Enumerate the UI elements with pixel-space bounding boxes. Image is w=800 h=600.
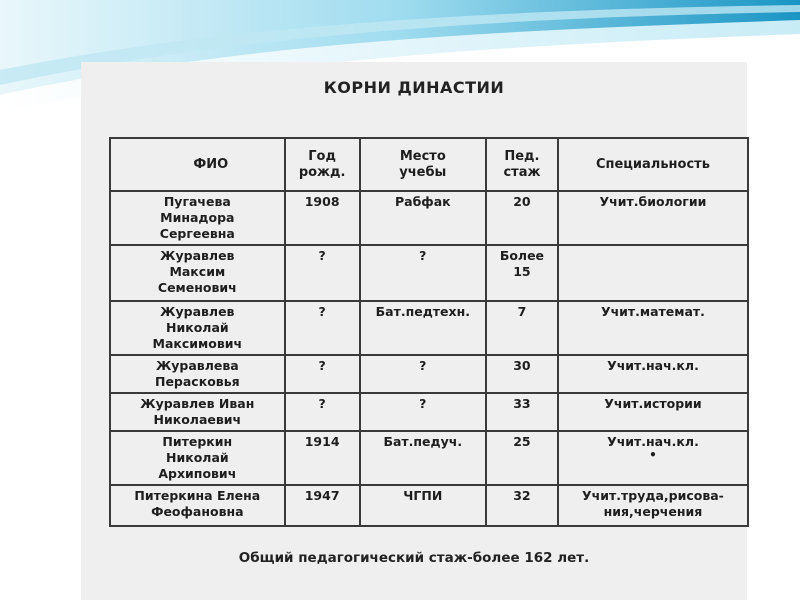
table-row: [110, 245, 748, 301]
cell-specialty: Учит.труда,рисова- ния,черчения: [558, 485, 748, 526]
table-row: [110, 355, 748, 393]
summary-text: Общий педагогический стаж-более 162 лет.: [238, 550, 590, 566]
document-title: КОРНИ ДИНАСТИИ: [323, 78, 505, 97]
cell-fio: Журавлева Перасковья: [110, 355, 285, 393]
cell-specialty: Учит.биологии: [558, 191, 748, 245]
cell-place-of-study: ?: [360, 355, 486, 393]
cell-birth-year: ?: [285, 355, 360, 393]
cell-experience: 32: [486, 485, 558, 526]
cell-birth-year: 1908: [285, 191, 360, 245]
dynasty-table: [109, 137, 749, 527]
cell-fio: Питеркин Николай Архипович: [110, 431, 285, 485]
cell-fio: Журавлев Николай Максимович: [110, 301, 285, 355]
cell-birth-year: 1947: [285, 485, 360, 526]
cell-place-of-study: Бат.педтехн.: [360, 301, 486, 355]
header-experience: Пед. стаж: [486, 138, 558, 191]
cell-fio: Журавлев Максим Семенович: [110, 245, 285, 301]
cell-fio: Журавлев Иван Николаевич: [110, 393, 285, 431]
cell-experience: 30: [486, 355, 558, 393]
table-header-row: [110, 138, 748, 191]
cell-experience: 20: [486, 191, 558, 245]
cell-experience: 25: [486, 431, 558, 485]
cell-place-of-study: ЧГПИ: [360, 485, 486, 526]
table-row: [110, 393, 748, 431]
cell-birth-year: ?: [285, 301, 360, 355]
cell-experience: 33: [486, 393, 558, 431]
header-fio: ФИО: [110, 138, 285, 191]
cell-place-of-study: ?: [360, 393, 486, 431]
table-row: [110, 485, 748, 526]
cell-birth-year: 1914: [285, 431, 360, 485]
cell-specialty: Учит.математ.: [558, 301, 748, 355]
cell-experience: 7: [486, 301, 558, 355]
cell-fio: Питеркина Елена Феофановна: [110, 485, 285, 526]
header-specialty: Специальность: [558, 138, 748, 191]
cell-specialty: [558, 245, 748, 301]
scanned-document: [81, 62, 747, 600]
header-place-of-study: Место учебы: [360, 138, 486, 191]
table-row: [110, 431, 748, 485]
cell-fio: Пугачева Минадора Сергеевна: [110, 191, 285, 245]
cell-place-of-study: ?: [360, 245, 486, 301]
cell-specialty: Учит.истории: [558, 393, 748, 431]
header-birth-year: Год рожд.: [285, 138, 360, 191]
cell-birth-year: ?: [285, 245, 360, 301]
cell-specialty: Учит.нач.кл.: [558, 355, 748, 393]
table-row: [110, 301, 748, 355]
cell-place-of-study: Бат.педуч.: [360, 431, 486, 485]
cell-place-of-study: Рабфак: [360, 191, 486, 245]
cell-experience: Более 15: [486, 245, 558, 301]
cell-birth-year: ?: [285, 393, 360, 431]
cell-specialty: Учит.нач.кл. •: [558, 431, 748, 485]
table-row: [110, 191, 748, 245]
stray-mark: •: [649, 448, 657, 462]
